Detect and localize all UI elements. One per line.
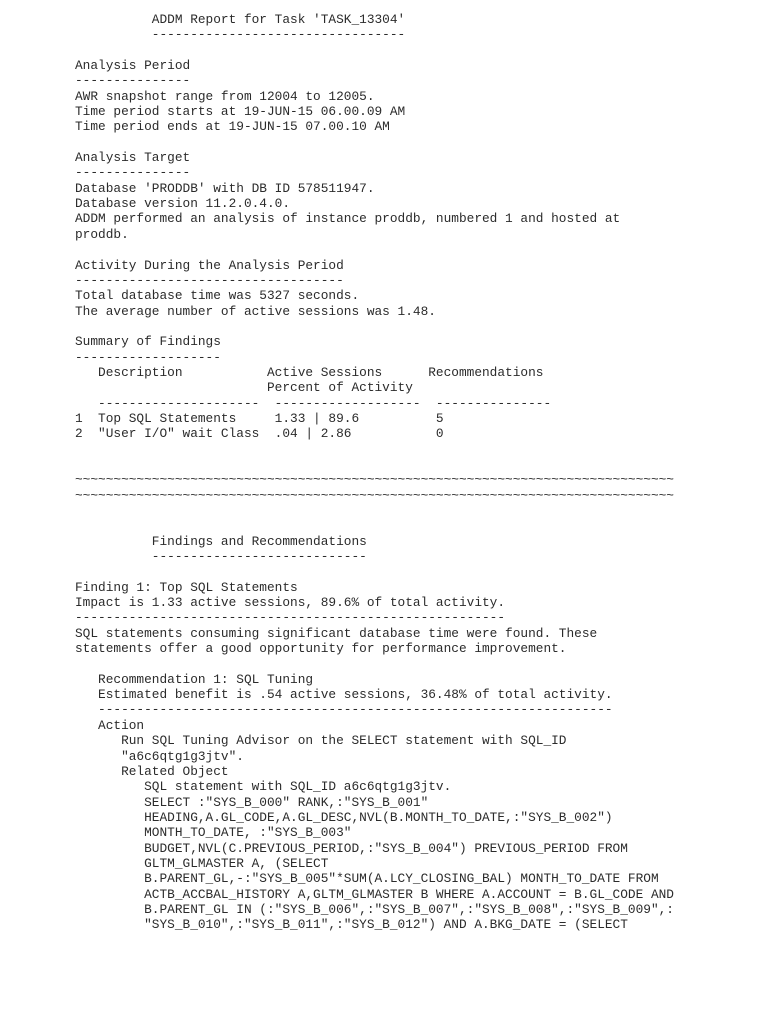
report-line: statements offer a good opportunity for performance improvement. [75,641,567,657]
report-line [75,564,674,579]
report-line: ADDM performed an analysis of instance proddb, numbered 1 and hosted at [75,211,621,227]
report-line: Estimated benefit is .54 active sessions, 36.48% of total activity. [75,687,613,703]
report-line: --------------- [75,73,191,89]
report-line [75,503,674,518]
report-line [75,319,674,334]
report-line: ~~~~~~~~~~~~~~~~~~~~~~~~~~~~~~~~~~~~~~~~~~~~~~~~~~~~~~~~~~~~~~~~~~~~~~~~~~~~~~ [75,487,674,503]
report-line [75,135,674,150]
report-line [75,518,674,533]
report-line [75,457,674,472]
report-line: ACTB_ACCBAL_HISTORY A,GLTM_GLMASTER B WHERE A.ACCOUNT = B.GL_CODE AND [75,886,674,902]
report-line [75,442,674,457]
report-line: Activity During the Analysis Period [75,257,344,273]
report-line: Summary of Findings [75,334,221,350]
report-line: 2 "User I/O" wait Class .04 | 2.86 0 [75,426,444,442]
report-line: --------------------- ------------------- --------------- [75,395,552,411]
report-line: ~~~~~~~~~~~~~~~~~~~~~~~~~~~~~~~~~~~~~~~~~~~~~~~~~~~~~~~~~~~~~~~~~~~~~~~~~~~~~~ [75,472,674,488]
report-line: Database 'PRODDB' with DB ID 578511947. [75,180,375,196]
report-line [75,656,674,671]
report-line: proddb. [75,226,129,242]
report-line: Finding 1: Top SQL Statements [75,579,298,595]
report-line: ------------------------------------------------------------------- [75,702,613,718]
report-line: ------------------- [75,349,221,365]
report-line: Run SQL Tuning Advisor on the SELECT statement with SQL_ID [75,733,567,749]
report-line: AWR snapshot range from 12004 to 12005. [75,88,375,104]
report-line: SQL statements consuming significant database time were found. These [75,625,598,641]
report-line: "a6c6qtg1g3jtv". [75,748,244,764]
report-line: --------------------------------- [75,27,406,43]
report-line: SQL statement with SQL_ID a6c6qtg1g3jtv. [75,779,452,795]
report-line: Time period starts at 19-JUN-15 06.00.09 AM [75,104,406,120]
report-line: B.PARENT_GL,-:"SYS_B_005"*SUM(A.LCY_CLOSING_BAL) MONTH_TO_DATE FROM [75,871,659,887]
report-line: BUDGET,NVL(C.PREVIOUS_PERIOD,:"SYS_B_004") PREVIOUS_PERIOD FROM [75,840,628,856]
report-line: Analysis Period [75,58,191,74]
report-line: Database version 11.2.0.4.0. [75,196,291,212]
report-line: -------------------------------------------------------- [75,610,506,626]
report-line: --------------- [75,165,191,181]
report-line: ----------------------------------- [75,272,344,288]
report-line: ADDM Report for Task 'TASK_13304' [75,12,406,27]
report-line: Analysis Target [75,150,191,166]
report-line: The average number of active sessions was 1.48. [75,303,436,319]
report-line: Action [75,717,145,733]
report-line: Time period ends at 19-JUN-15 07.00.10 AM [75,119,390,135]
report-line: SELECT :"SYS_B_000" RANK,:"SYS_B_001" [75,794,429,810]
report-line: Total database time was 5327 seconds. [75,288,360,304]
report-line: Related Object [75,763,229,779]
report-line: MONTH_TO_DATE, :"SYS_B_003" [75,825,352,841]
report-line: "SYS_B_010",:"SYS_B_011",:"SYS_B_012") AND A.BKG_DATE = (SELECT [75,917,628,933]
report-line: Findings and Recommendations [75,533,367,549]
report-line: ---------------------------- [75,549,367,565]
report-line: B.PARENT_GL IN (:"SYS_B_006",:"SYS_B_007",:"SYS_B_008",:"SYS_B_009",: [75,901,674,917]
report-line: GLTM_GLMASTER A, (SELECT [75,855,329,871]
report-line: Description Active Sessions Recommendations [75,364,544,380]
report-line [75,43,674,58]
report-line: Impact is 1.33 active sessions, 89.6% of total activity. [75,595,506,611]
report-line: Recommendation 1: SQL Tuning [75,671,314,687]
report-line: Percent of Activity [75,380,413,396]
addm-report-text [75,12,674,933]
report-line [75,242,674,257]
report-line: 1 Top SQL Statements 1.33 | 89.6 5 [75,410,444,426]
report-line: HEADING,A.GL_CODE,A.GL_DESC,NVL(B.MONTH_TO_DATE,:"SYS_B_002") [75,809,613,825]
